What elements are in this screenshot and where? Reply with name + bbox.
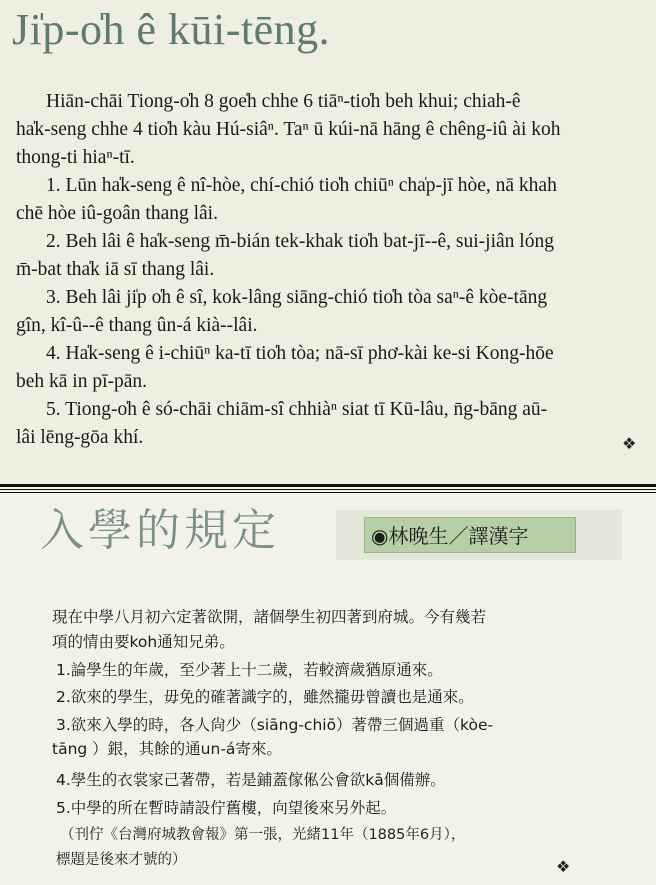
romanized-line: thong-ti hiaⁿ-tī. <box>16 147 135 168</box>
end-mark-icon: ❖ <box>622 434 637 453</box>
source-note-line: （刊佇《台灣府城教會報》第一張，光緒11年（1885年6月）， <box>60 827 466 843</box>
romanized-line: Hiān-chāi Tiong-o̍h 8 goe̍h chhe 6 tiāⁿ-tio̍h beh khui; chiah-ê <box>46 91 521 112</box>
romanized-line: lâi lēng-gōa khí. <box>16 427 144 448</box>
hanzi-line: 3.欲來入學的時，各人尙少（siāng-chiō）著帶三個過重（kòe- <box>56 716 494 734</box>
romanized-line: 1. Lūn ha̍k-seng ê nî-hòe, chí-chió tio̍h chiūⁿ cha̍p-jī hòe, nā khah <box>46 175 557 196</box>
section-divider <box>0 489 656 490</box>
romanized-line: m̄-bat tha̍k iā sī thang lâi. <box>16 259 215 280</box>
hanzi-line: 2.欲來的學生，毋免的確著識字的，雖然攏毋曾讀也是通來。 <box>56 688 474 706</box>
romanized-line: 5. Tiong-o̍h ê só-chāi chiām-sî chhiàⁿ siat tī Kū-lâu, n̄g-bāng aū- <box>46 399 548 420</box>
hanzi-line: 5.中學的所在暫時請設佇舊樓，向望後來另外起。 <box>56 799 397 817</box>
hanzi-line: 4.學生的衣裳家己著帶，若是鋪蓋傢俬公會欲kā個備辦。 <box>56 771 446 789</box>
romanized-line: gîn, kî-û--ê thang ûn-á kià--lâi. <box>16 315 258 336</box>
romanized-line: 4. Ha̍k-seng ê i-chiūⁿ ka-tī tio̍h tòa; nā-sī phơ-kài ke-si Kong-hōe <box>46 343 554 364</box>
romanized-line: ha̍k-seng chhe 4 tio̍h kàu Hú-siâⁿ. Taⁿ ū kúi-nā hāng ê chêng-iû ài koh <box>16 119 561 140</box>
section-divider <box>0 492 656 493</box>
romanized-line: 2. Beh lâi ê ha̍k-seng m̄-bián tek-khak tio̍h bat-jī--ê, sui-jiân lóng <box>46 231 554 252</box>
source-note-line: 標題是後來才號的） <box>56 852 187 868</box>
author-byline: ◉林晚生／譯漢字 <box>364 517 576 553</box>
hanzi-line: 現在中學八月初六定著欲開，諸個學生初四著到府城。今有幾若 <box>52 608 487 626</box>
end-mark-icon: ❖ <box>556 857 571 876</box>
romanized-line: beh kā in pī-pān. <box>16 371 148 392</box>
hanzi-line: 1.論學生的年歲，至少著上十二歲，若較濟歲猶原通來。 <box>56 661 443 679</box>
hanzi-line: 項的情由要koh通知兄弟。 <box>52 633 235 651</box>
hanzi-article-title: 入學的規定 <box>40 505 280 556</box>
section-divider <box>0 484 656 487</box>
romanized-article-title: Ji̍p-o̍h ê kūi-tēng. <box>12 5 331 54</box>
romanized-line: 3. Beh lâi ji̍p o̍h ê sî, kok-lâng siāng-chió tio̍h tòa saⁿ-ê kòe-tāng <box>46 287 548 308</box>
hanzi-line: tāng ）銀，其餘的通un-á寄來。 <box>52 740 282 758</box>
romanized-line: chē hòe iû-goân thang lâi. <box>16 203 218 224</box>
